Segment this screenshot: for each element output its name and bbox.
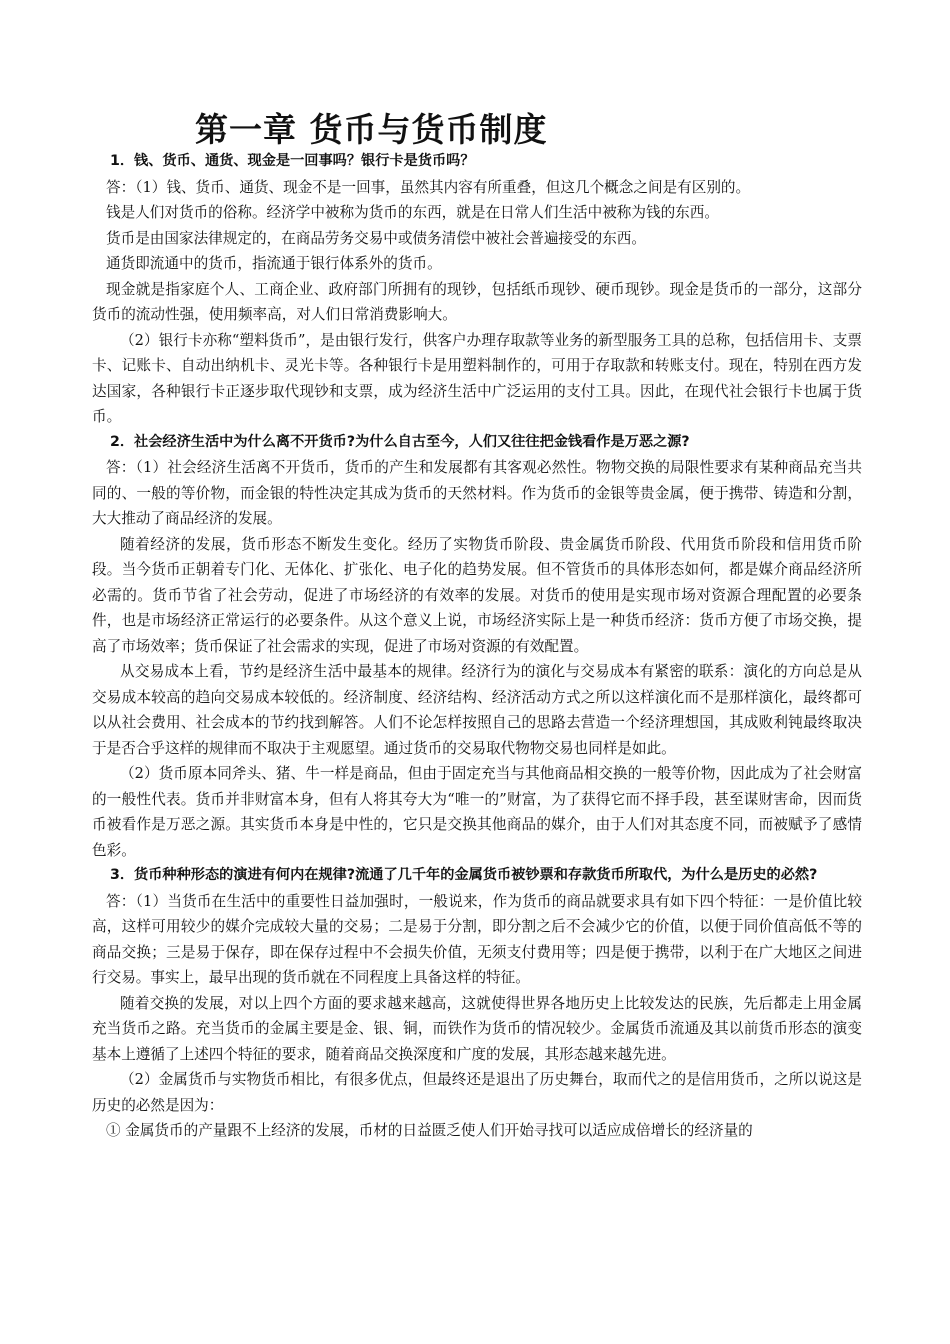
question-2: 2．社会经济生活中为什么离不开货币?为什么自古至今，人们又往往把金钱看作是万恶之源? [110, 433, 690, 450]
paragraph: ① 金属货币的产量跟不上经济的发展，币材的日益匮乏使人们开始寻找可以适应成倍增长的经济量的 [106, 1122, 753, 1139]
paragraph: 答：（1）社会经济生活离不开货币，货币的产生和发展都有其客观必然性。物物交换的局限性要求有某种商品充当共同的、一般的等价物，而金银的特性决定其成为货币的天然材料。作为货币的金银等贵金属，便于携带、铸造和分割，大大推动了商品经济的发展。 [92, 459, 862, 527]
chapter-title: 第一章 货币与货币制度 [195, 110, 548, 149]
paragraph: 从交易成本上看，节约是经济生活中最基本的规律。经济行为的演化与交易成本有紧密的联系：演化的方向总是从交易成本较高的趋向交易成本较低的。经济制度、经济结构、经济活动方式之所以这样演化而不是那样演化，最终都可以从社会费用、社会成本的节约找到解答。人们不论怎样按照自己的思路去营造一个经济理想国，其成败利钝最终取决于是否合乎这样的规律而不取决于主观愿望。通过货币的交易取代物物交易也同样是如此。 [92, 663, 862, 757]
paragraph: 现金就是指家庭个人、工商企业、政府部门所拥有的现钞，包括纸币现钞、硬币现钞。现金是货币的一部分，这部分货币的流动性强，使用频率高，对人们日常消费影响大。 [92, 280, 862, 323]
paragraph: 随着经济的发展，货币形态不断发生变化。经历了实物货币阶段、贵金属货币阶段、代用货币阶段和信用货币阶段。当今货币正朝着专门化、无体化、扩张化、电子化的趋势发展。但不管货币的具体形态如何，都是媒介商品经济所必需的。货币节省了社会劳动，促进了市场经济的有效率的发展。对货币的使用是实现市场对资源合理配置的必要条件，也是市场经济正常运行的必要条件。从这个意义上说，市场经济实际上是一种货币经济：货币方便了市场交换，提高了市场效率；货币保证了社会需求的实现，促进了市场对资源的有效配置。 [92, 535, 862, 655]
question-3: 3．货币种种形态的演进有何内在规律?流通了几千年的金属货币被钞票和存款货币所取代，为什么是历史的必然? [110, 867, 818, 883]
paragraph: （2）金属货币与实物货币相比，有很多优点，但最终还是退出了历史舞台，取而代之的是信用货币，之所以说这是历史的必然是因为： [92, 1071, 862, 1114]
paragraph: 货币是由国家法律规定的，在商品劳务交易中或债务清偿中被社会普遍接受的东西。 [106, 229, 646, 247]
question-1: 1．钱、货币、通货、现金是一回事吗？银行卡是货币吗？ [110, 153, 475, 169]
paragraph: 答：（1）当货币在生活中的重要性日益加强时，一般说来，作为货币的商品就要求具有如下四个特征：一是价值比较高，这样可用较少的媒介完成较大量的交易；二是易于分割，即分割之后不会减少它的价值，以便于同价值高低不等的商品交换；三是易于保存，即在保存过程中不会损失价值，无须支付费用等；四是便于携带，以利于在广大地区之间进行交易。事实上，最早出现的货币就在不同程度上具备这样的特征。 [92, 892, 862, 986]
paragraph: 通货即流通中的货币，指流通于银行体系外的货币。 [106, 255, 442, 272]
document-body [92, 149, 862, 1144]
paragraph: （2）货币原本同斧头、猪、牛一样是商品，但由于固定充当与其他商品相交换的一般等价物，因此成为了社会财富的一般性代表。货币并非财富本身，但有人将其夸大为“唯一的”财富，为了获得它而不择手段，甚至谋财害命，因而货币被看作是万恶之源。其实货币本身是中性的，它只是交换其他商品的媒介，由于人们对其态度不同，而被赋予了感情色彩。 [92, 765, 862, 859]
paragraph: 钱是人们对货币的俗称。经济学中被称为货币的东西，就是在日常人们生活中被称为钱的东西。 [106, 204, 719, 221]
paragraph: （2）银行卡亦称“塑料货币”，是由银行发行，供客户办理存取款等业务的新型服务工具的总称，包括信用卡、支票卡、记账卡、自动出纳机卡、灵光卡等。各种银行卡是用塑料制作的，可用于存取款和转账支付。现在，特别在西方发达国家，各种银行卡正逐步取代现钞和支票，成为经济生活中广泛运用的支付工具。因此，在现代社会银行卡也属于货币。 [92, 331, 862, 425]
paragraph: 随着交换的发展，对以上四个方面的要求越来越高，这就使得世界各地历史上比较发达的民族，先后都走上用金属充当货币之路。充当货币的金属主要是金、银、铜，而铁作为货币的情况较少。金属货币流通及其以前货币形态的演变基本上遵循了上述四个特征的要求，随着商品交换深度和广度的发展，其形态越来越先进。 [92, 994, 862, 1063]
paragraph: 答：（1）钱、货币、通货、现金不是一回事，虽然其内容有所重叠，但这几个概念之间是有区别的。 [106, 178, 751, 196]
